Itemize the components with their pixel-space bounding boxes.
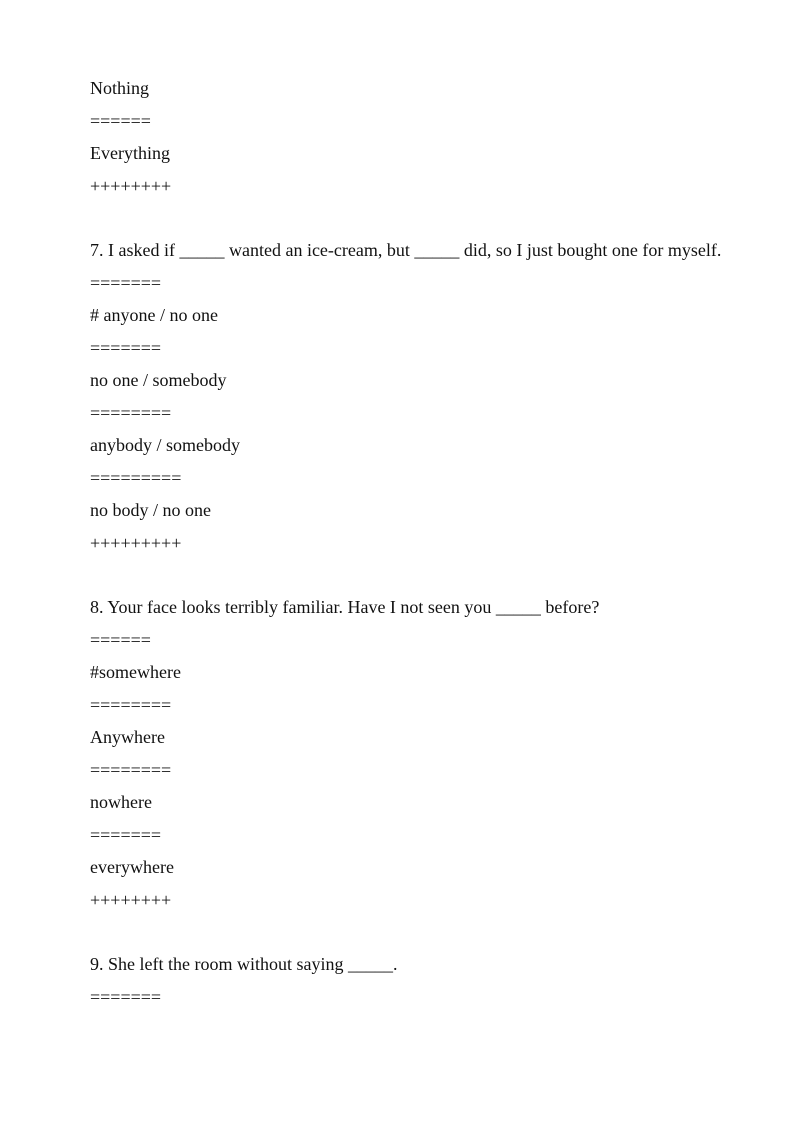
question-9: [90, 948, 730, 1013]
separator: =======: [90, 337, 162, 358]
option-text: anybody / somebody: [90, 435, 240, 455]
question-8: [90, 591, 730, 916]
answer-block-previous: [90, 72, 730, 202]
end-marker: ++++++++: [90, 175, 172, 196]
document-page: [90, 72, 730, 1013]
separator: ========: [90, 759, 172, 780]
separator: =======: [90, 272, 162, 293]
end-marker: +++++++++: [90, 532, 182, 553]
question-7: [90, 234, 730, 559]
spacer: [90, 559, 730, 591]
separator: =========: [90, 467, 182, 488]
question-text: 9. She left the room without saying _____.: [90, 954, 398, 974]
end-marker: ++++++++: [90, 889, 172, 910]
option-text: everywhere: [90, 857, 174, 877]
separator: ======: [90, 110, 151, 131]
option-text: Anywhere: [90, 727, 165, 747]
spacer: [90, 202, 730, 234]
option-text: no one / somebody: [90, 370, 227, 390]
question-text: 7. I asked if _____ wanted an ice-cream, but _____ did, so I just bought one for myself.: [90, 240, 722, 260]
option-text: #somewhere: [90, 662, 181, 682]
separator: =======: [90, 824, 162, 845]
separator: ========: [90, 402, 172, 423]
option-text: Nothing: [90, 78, 150, 98]
separator: ======: [90, 629, 151, 650]
option-text: no body / no one: [90, 500, 211, 520]
option-text: # anyone / no one: [90, 305, 218, 325]
separator: ========: [90, 694, 172, 715]
question-text: 8. Your face looks terribly familiar. Have I not seen you _____ before?: [90, 597, 600, 617]
spacer: [90, 916, 730, 948]
option-text: Everything: [90, 143, 170, 163]
separator: =======: [90, 986, 162, 1007]
option-text: nowhere: [90, 792, 152, 812]
